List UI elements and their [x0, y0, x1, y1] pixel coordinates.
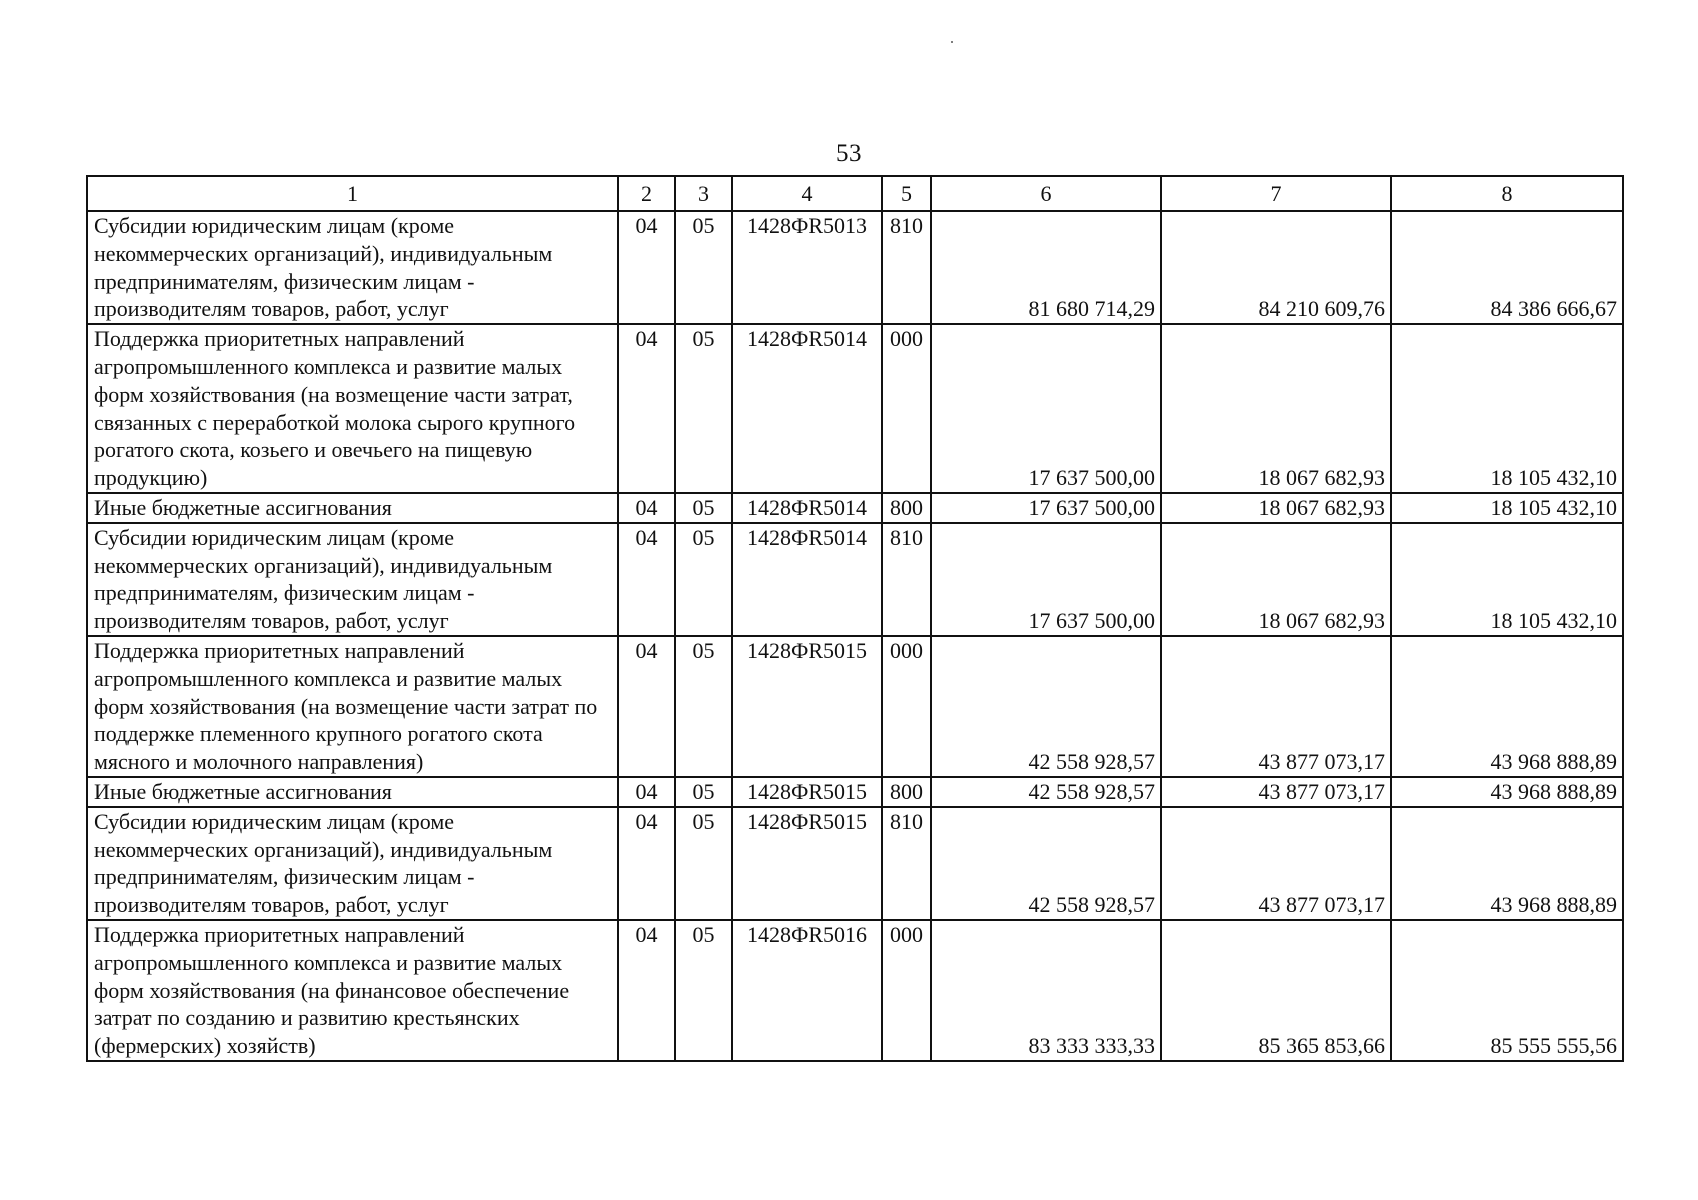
row-section-code: 04: [618, 777, 675, 807]
row-amount-col6: 17 637 500,00: [931, 493, 1161, 523]
row-amount-col8: 18 105 432,10: [1391, 493, 1623, 523]
header-cell: 6: [931, 176, 1161, 211]
row-amount-col7: 43 877 073,17: [1161, 636, 1391, 777]
row-amount-col7: 84 210 609,76: [1161, 211, 1391, 324]
table-row: [87, 493, 1623, 523]
row-amount-col6: 83 333 333,33: [931, 920, 1161, 1061]
row-expense-type-code: 800: [882, 777, 931, 807]
row-amount-col8: 18 105 432,10: [1391, 523, 1623, 636]
row-name: Поддержка приоритетных направлений агропромышленного комплекса и развитие малых форм хозяйствования (на финансовое обеспечение затрат по созданию и развитию крестьянских (фермерских) хозяйств): [87, 920, 618, 1061]
row-name: Субсидии юридическим лицам (кроме некоммерческих организаций), индивидуальным предпринимателям, физическим лицам - производителям товаров, работ, услуг: [87, 807, 618, 920]
row-subsection-code: 05: [675, 920, 732, 1061]
header-cell: 8: [1391, 176, 1623, 211]
budget-table: [86, 175, 1624, 1062]
row-amount-col6: 42 558 928,57: [931, 807, 1161, 920]
row-name: Поддержка приоритетных направлений агропромышленного комплекса и развитие малых форм хозяйствования (на возмещение части затрат, связанных с переработкой молока сырого крупного рогатого скота, козьего и овечьего на пищевую продукцию): [87, 324, 618, 493]
page-number: 53: [836, 140, 862, 167]
row-amount-col8: 43 968 888,89: [1391, 807, 1623, 920]
row-name: Иные бюджетные ассигнования: [87, 777, 618, 807]
row-expense-type-code: 810: [882, 523, 931, 636]
header-cell: 3: [675, 176, 732, 211]
row-subsection-code: 05: [675, 636, 732, 777]
row-section-code: 04: [618, 324, 675, 493]
row-expense-type-code: 000: [882, 324, 931, 493]
row-amount-col6: 81 680 714,29: [931, 211, 1161, 324]
row-expense-type-code: 000: [882, 920, 931, 1061]
table-row: [87, 807, 1623, 920]
row-amount-col6: 17 637 500,00: [931, 324, 1161, 493]
row-target-code: 1428ФR5014: [732, 523, 882, 636]
row-name: Субсидии юридическим лицам (кроме некоммерческих организаций), индивидуальным предпринимателям, физическим лицам - производителям товаров, работ, услуг: [87, 523, 618, 636]
row-name: Поддержка приоритетных направлений агропромышленного комплекса и развитие малых форм хозяйствования (на возмещение части затрат по поддержке племенного крупного рогатого скота мясного и молочного направления): [87, 636, 618, 777]
row-target-code: 1428ФR5015: [732, 636, 882, 777]
table-row: [87, 523, 1623, 636]
row-amount-col8: 84 386 666,67: [1391, 211, 1623, 324]
row-amount-col7: 18 067 682,93: [1161, 523, 1391, 636]
table-row: [87, 211, 1623, 324]
row-amount-col6: 42 558 928,57: [931, 777, 1161, 807]
row-target-code: 1428ФR5016: [732, 920, 882, 1061]
row-amount-col7: 43 877 073,17: [1161, 777, 1391, 807]
row-expense-type-code: 000: [882, 636, 931, 777]
row-amount-col7: 43 877 073,17: [1161, 807, 1391, 920]
row-section-code: 04: [618, 493, 675, 523]
row-name: Субсидии юридическим лицам (кроме некоммерческих организаций), индивидуальным предпринимателям, физическим лицам - производителям товаров, работ, услуг: [87, 211, 618, 324]
row-amount-col7: 18 067 682,93: [1161, 493, 1391, 523]
row-amount-col8: 85 555 555,56: [1391, 920, 1623, 1061]
row-subsection-code: 05: [675, 777, 732, 807]
table-row: [87, 920, 1623, 1061]
row-amount-col7: 18 067 682,93: [1161, 324, 1391, 493]
header-cell: 7: [1161, 176, 1391, 211]
row-subsection-code: 05: [675, 807, 732, 920]
row-section-code: 04: [618, 636, 675, 777]
row-amount-col7: 85 365 853,66: [1161, 920, 1391, 1061]
row-section-code: 04: [618, 211, 675, 324]
row-amount-col8: 43 968 888,89: [1391, 777, 1623, 807]
row-expense-type-code: 810: [882, 807, 931, 920]
row-section-code: 04: [618, 523, 675, 636]
row-target-code: 1428ФR5014: [732, 493, 882, 523]
row-target-code: 1428ФR5013: [732, 211, 882, 324]
header-cell: 1: [87, 176, 618, 211]
table-row: [87, 324, 1623, 493]
row-name: Иные бюджетные ассигнования: [87, 493, 618, 523]
row-amount-col8: 43 968 888,89: [1391, 636, 1623, 777]
row-expense-type-code: 800: [882, 493, 931, 523]
table-row: [87, 777, 1623, 807]
row-target-code: 1428ФR5015: [732, 777, 882, 807]
header-cell: 2: [618, 176, 675, 211]
row-amount-col6: 42 558 928,57: [931, 636, 1161, 777]
row-expense-type-code: 810: [882, 211, 931, 324]
header-cell: 4: [732, 176, 882, 211]
row-subsection-code: 05: [675, 523, 732, 636]
row-section-code: 04: [618, 920, 675, 1061]
scan-speck: [951, 41, 953, 43]
header-cell: 5: [882, 176, 931, 211]
row-amount-col8: 18 105 432,10: [1391, 324, 1623, 493]
row-subsection-code: 05: [675, 211, 732, 324]
row-target-code: 1428ФR5015: [732, 807, 882, 920]
row-amount-col6: 17 637 500,00: [931, 523, 1161, 636]
table-row: [87, 636, 1623, 777]
row-subsection-code: 05: [675, 324, 732, 493]
table-header-row: [87, 176, 1623, 211]
row-section-code: 04: [618, 807, 675, 920]
row-target-code: 1428ФR5014: [732, 324, 882, 493]
row-subsection-code: 05: [675, 493, 732, 523]
